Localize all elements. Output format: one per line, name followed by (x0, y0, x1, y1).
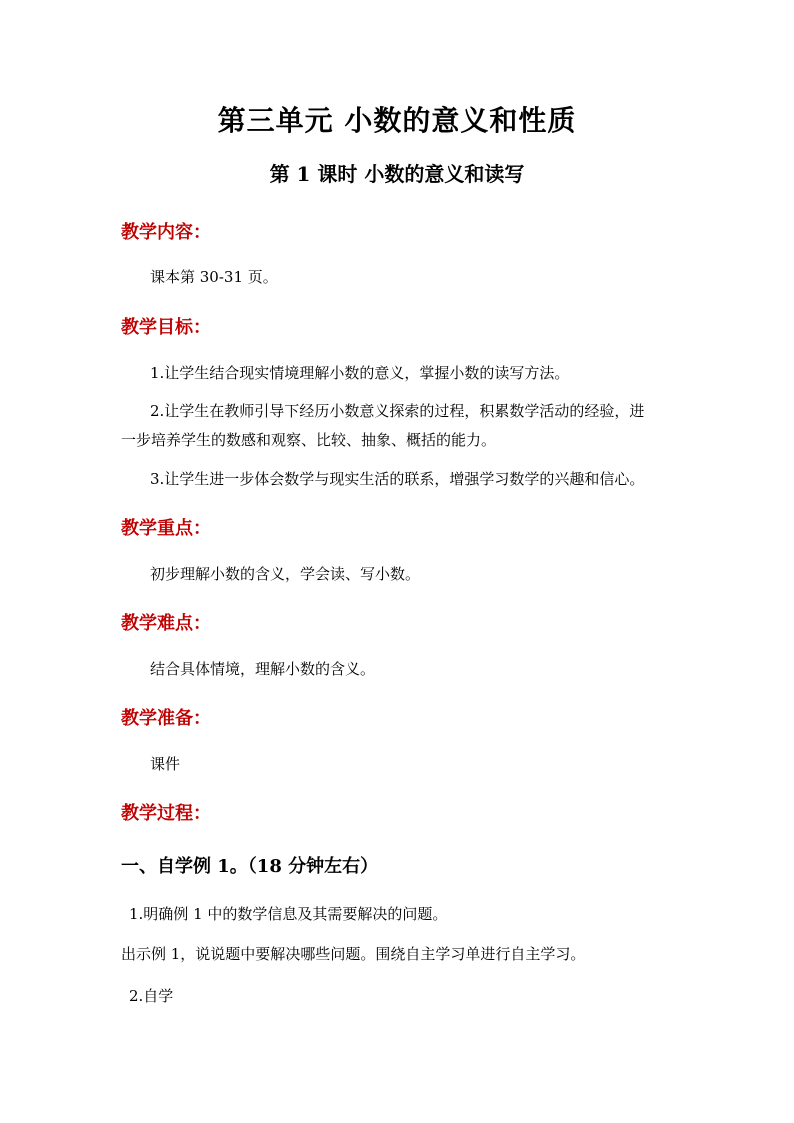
process-item-1-detail: 出示例 1，说说题中要解决哪些问题。围绕自主学习单进行自主学习。 (121, 945, 586, 963)
content-text: 课本第 30-31 页。 (150, 268, 278, 286)
section-heading-key-points: 教学重点： (121, 518, 211, 539)
goal-item-1: 1.让学生结合现实情境理解小数的意义，掌握小数的读写方法。 (150, 364, 570, 382)
section-heading-process: 教学过程： (121, 803, 211, 824)
lesson-subtitle: 第 1 课时 小数的意义和读写 (269, 162, 525, 186)
key-points-text: 初步理解小数的含义，学会读、写小数。 (150, 565, 421, 583)
goal-item-2-line-1: 2.让学生在教师引导下经历小数意义探索的过程，积累数学活动的经验，进 (150, 402, 645, 420)
document-title: 第三单元 小数的意义和性质 (217, 104, 577, 137)
section-heading-preparation: 教学准备： (121, 708, 211, 729)
difficulties-text: 结合具体情境，理解小数的含义。 (150, 660, 376, 678)
goal-item-2-line-2: 一步培养学生的数感和观察、比较、抽象、概括的能力。 (121, 431, 497, 449)
process-item-1: 1.明确例 1 中的数学信息及其需要解决的问题。 (129, 905, 448, 923)
process-step-1-heading: 一、自学例 1。（18 分钟左右） (121, 856, 379, 877)
section-heading-content: 教学内容： (121, 222, 211, 243)
preparation-text: 课件 (150, 755, 181, 773)
process-item-2: 2.自学 (129, 987, 174, 1005)
section-heading-goals: 教学目标： (121, 317, 211, 338)
goal-item-3: 3.让学生进一步体会数学与现实生活的联系，增强学习数学的兴趣和信心。 (150, 470, 645, 488)
section-heading-difficulties: 教学难点： (121, 613, 211, 634)
